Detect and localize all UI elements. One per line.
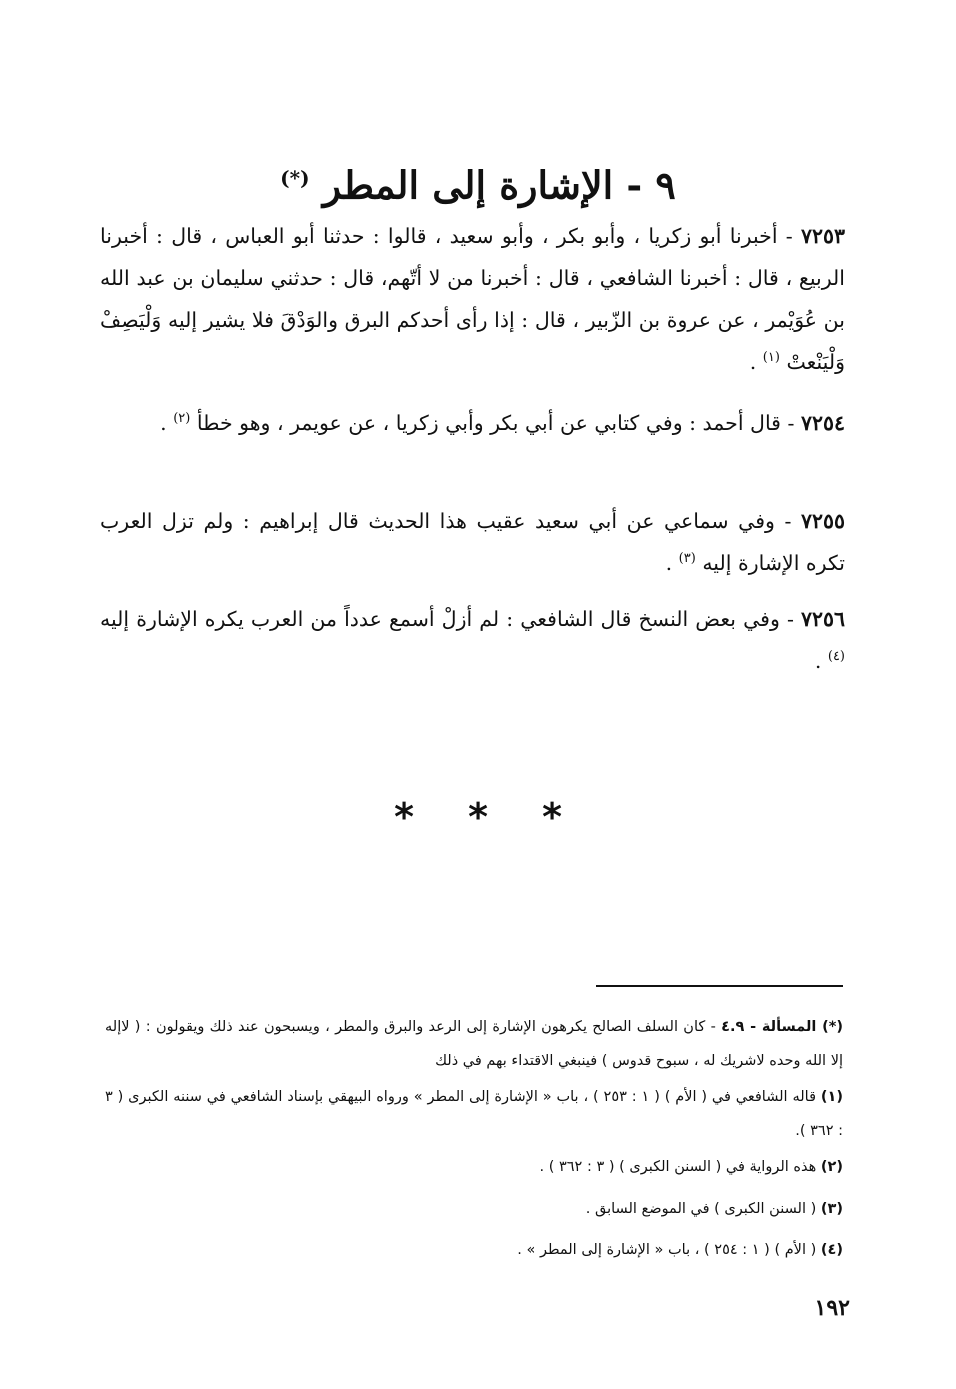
footnote-lead: (٤) <box>820 1242 843 1258</box>
hadith-text: - وفي سماعي عن أبي سعيد عقيب هذا الحديث قال إبراهيم : ولم تزل العرب تكره الإشارة إليه <box>100 509 845 575</box>
hadith-text: - قال أحمد : وفي كتابي عن أبي بكر وأبي زكريا ، عن عويمر ، وهو خطأ <box>196 411 801 435</box>
hadith-number: ٧٢٥٣ <box>800 224 845 248</box>
footnote-text: هذه الرواية في ( السنن الكبرى ) ( ٣ : ٣٦٢ ) . <box>539 1159 821 1175</box>
footnote-text: ( السنن الكبرى ) في الموضع السابق . <box>585 1201 821 1217</box>
hadith-number: ٧٢٥٤ <box>800 411 845 435</box>
hadith-text: - أخبرنا أبو زكريا ، وأبو بكر ، وأبو سعيد ، قالوا : حدثنا أبو العباس ، قال : أخبرنا الربيع ، قال : أخبرنا الشافعي ، قال : أخبرنا من لا أتّهم، قال : حدثني سليمان بن عبد الله بن عُوَيْمر ، عن عروة بن الزّبير ، قال : إذا رأى أحدكم البرق والوَدْقَ فلا يشير إليه وَلْيَصِفْ وَلْيَنْعتْ <box>100 224 845 374</box>
footnote-lead: (*) المسألة - ٤.٩ <box>721 1019 843 1035</box>
chapter-note-marker: (*) <box>280 166 310 190</box>
footnote-star <box>105 1010 843 1078</box>
chapter-heading <box>0 148 956 216</box>
hadith-end: . <box>814 649 828 673</box>
asterisk-icon: * <box>468 795 488 839</box>
footnote-ref: (٣) <box>678 551 696 567</box>
footnote-ref: (١) <box>762 350 780 366</box>
asterisk-icon: * <box>542 795 562 839</box>
hadith-number: ٧٢٥٥ <box>800 509 845 533</box>
hadith-end: . <box>749 350 763 374</box>
hadith-7253 <box>100 215 845 383</box>
footnote-text: قاله الشافعي في ( الأم ) ( ١ : ٢٥٣ ) ، باب « الإشارة إلى المطر » ورواه البيهقي بإسناد الشافعي في سننه الكبرى ( ٣ : ٣٦٢ ). <box>105 1089 843 1139</box>
hadith-7254 <box>100 402 845 444</box>
hadith-7256 <box>100 598 845 682</box>
hadith-text: - وفي بعض النسخ قال الشافعي : لم أزلْ أسمع عدداً من العرب يكره الإشارة إليه <box>100 607 801 631</box>
footnote-2 <box>105 1150 843 1184</box>
hadith-end: . <box>665 551 679 575</box>
footnote-text: - كان السلف الصالح يكرهون الإشارة إلى الرعد والبرق والمطر ، ويسبحون عند ذلك ويقولون : ( لاإله إلا الله وحده لاشريك له ، سبوح قدوس ) فينبغي الاقتداء بهم في ذلك <box>105 1019 843 1069</box>
footnote-1 <box>105 1080 843 1148</box>
footnote-divider <box>596 985 843 987</box>
hadith-number: ٧٢٥٦ <box>800 607 845 631</box>
page-number: ١٩٢ <box>814 1295 850 1321</box>
footnote-4 <box>105 1233 843 1267</box>
footnote-ref: (٤) <box>827 649 845 665</box>
footnote-3 <box>105 1192 843 1226</box>
footnote-ref: (٢) <box>173 411 191 427</box>
section-separator <box>0 795 956 839</box>
chapter-heading-text: ٩ - الإشارة إلى المطر <box>322 162 676 208</box>
footnote-lead: (١) <box>820 1089 844 1105</box>
asterisk-icon: * <box>394 795 414 839</box>
hadith-end: . <box>160 411 174 435</box>
footnote-lead: (٢) <box>820 1159 843 1175</box>
footnote-text: ( الأم ) ( ١ : ٢٥٤ ) ، باب « الإشارة إلى المطر » . <box>517 1242 821 1258</box>
footnote-lead: (٣) <box>820 1201 843 1217</box>
hadith-7255 <box>100 500 845 584</box>
